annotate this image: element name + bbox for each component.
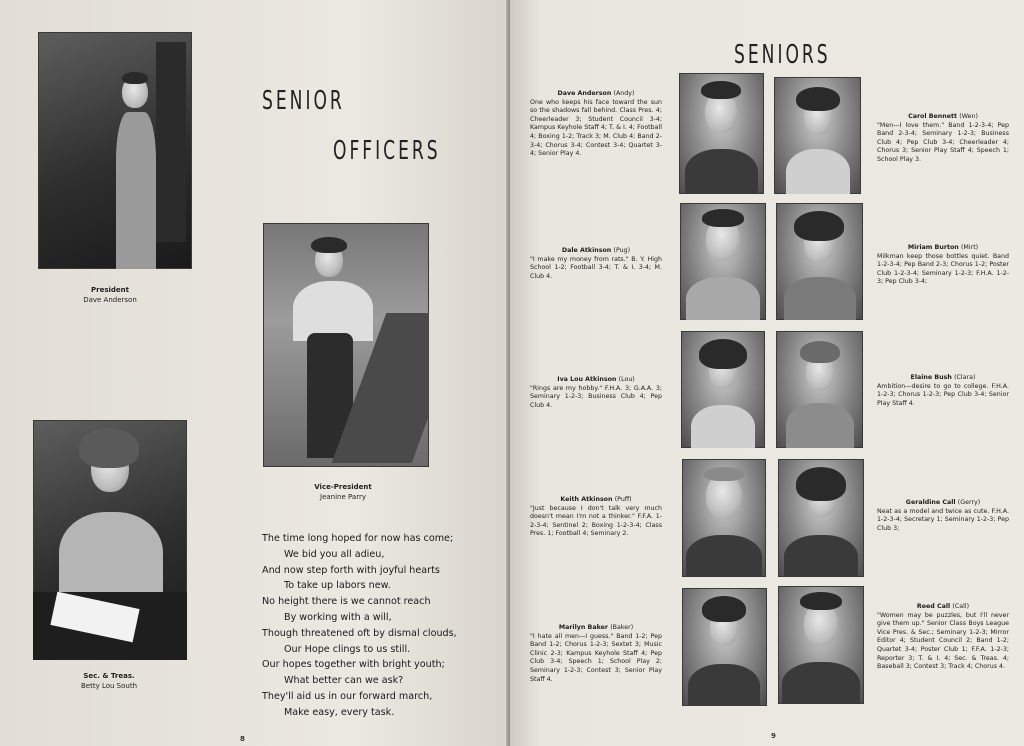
heading-senior: SENIOR xyxy=(262,86,345,116)
bio-name: Dale Atkinson xyxy=(561,247,612,254)
portrait-keith-atkinson xyxy=(682,459,766,577)
portrait-miriam-burton xyxy=(776,203,863,320)
bio-text: "Rings are my hobby." F.H.A. 3; G.A.A. 3; Seminary 1-2-3; Business Club 4; Pep Club 4. xyxy=(530,384,662,409)
bio-text: Neat as a model and twice as cute. F.H.A. 1-2-3-4; Secretary 1; Seminary 1-2-3; Pep Club 3; xyxy=(877,507,1009,532)
bio-nickname: (Mirt) xyxy=(960,244,979,251)
poem-line: Though threatened oft by dismal clouds, xyxy=(262,627,457,639)
bio-marilyn-baker xyxy=(530,624,662,684)
bio-name: Keith Atkinson xyxy=(560,496,613,503)
heading-officers: OFFICERS xyxy=(333,136,441,166)
bio-nickname: (Clara) xyxy=(954,374,976,381)
bio-text: "Women may be puzzles, but I'll never give them up." Senior Class Boys League Vice Pres. & Sec.; Seminary 1-2-3; Mirror Editor 4; Student Council 2; Band 1-2; Quartet 3-4; Poster Club 1; F.F.A. 1-2-3; Reporter 3; T. & I. 4; Sec. & Treas. 4; Baseball 3; Contest 3; Track 4; Chorus 4. xyxy=(877,611,1009,671)
bio-name: Dave Anderson xyxy=(557,90,612,97)
president-name: Dave Anderson xyxy=(83,296,137,304)
president-caption xyxy=(70,285,150,305)
portrait-dave-anderson xyxy=(679,73,764,194)
bio-name: Reed Call xyxy=(916,603,951,610)
bio-dave-anderson xyxy=(530,90,662,159)
bio-nickname: (Andy) xyxy=(613,90,635,97)
vice-president-photo xyxy=(263,223,429,467)
bio-name: Geraldine Call xyxy=(905,499,956,506)
bio-reed-call xyxy=(877,603,1009,672)
bio-text: One who keeps his face toward the sun so the shadows fall behind. Class Pres. 4; Cheerleader 3; Student Council 3-4; Kampus Keyhole Staff 4; T. & I. 4; Football 4; Boxing 1-2; Track 3; M. Club 4; Band 2-3-4; Chorus 3-4; Contest 3-4; Quartet 3-4; Senior Play 4. xyxy=(530,98,662,158)
bio-elaine-bush xyxy=(877,374,1009,408)
left-page xyxy=(0,0,510,746)
portrait-elaine-bush xyxy=(776,331,863,448)
bio-geraldine-call xyxy=(877,499,1009,533)
poem-line: No height there is we cannot reach xyxy=(262,596,431,608)
bio-carol-bennett xyxy=(877,113,1009,165)
poem-line: By working with a will, xyxy=(284,611,392,623)
poem-line: The time long hoped for now has come; xyxy=(262,533,454,544)
bio-miriam-burton xyxy=(877,244,1009,287)
secretary-photo xyxy=(33,420,187,660)
bio-text: "Just because I don't talk very much doesn't mean I'm not a thinker." F.F.A. 1-2-3-4; Sentinel 2; Boxing 1-2-3-4; Class Pres. 1; Football 4; Seminary 2. xyxy=(530,504,662,538)
bio-nickname: (Call) xyxy=(952,603,970,610)
bio-nickname: (Baker) xyxy=(610,624,634,631)
portrait-dale-atkinson xyxy=(680,203,766,320)
bio-iva-lou-atkinson xyxy=(530,376,662,410)
president-role: President xyxy=(91,286,129,294)
bio-text: Milkman keep those bottles quiet. Band 1-2-3-4; Pep Band 2-3; Chorus 1-2; Poster Club 1-2-3-4; Seminary 1-2-3; F.H.A. 1-2-3; Pep Club 3-4; xyxy=(877,252,1009,286)
poem-line: Make easy, every task. xyxy=(284,706,395,718)
poem-line: What better can we ask? xyxy=(284,675,404,687)
bio-nickname: (Pug) xyxy=(613,247,631,254)
bio-nickname: (Wen) xyxy=(959,113,978,120)
president-photo xyxy=(38,32,192,269)
vice-president-caption xyxy=(298,482,388,502)
bio-name: Elaine Bush xyxy=(910,374,952,381)
poem-line: And now step forth with joyful hearts xyxy=(262,564,440,576)
poem-line: Our Hope clings to us still. xyxy=(284,643,411,655)
poem-line: We bid you all adieu, xyxy=(284,548,385,560)
bio-name: Carol Bennett xyxy=(908,113,958,120)
bio-name: Iva Lou Atkinson xyxy=(557,376,617,383)
bio-nickname: (Lou) xyxy=(618,376,635,383)
vice-president-role: Vice-President xyxy=(314,483,372,491)
portrait-geraldine-call xyxy=(778,459,864,577)
portrait-iva-lou-atkinson xyxy=(681,331,765,448)
bio-text: "Men—I love them." Band 1-2-3-4; Pep Band 2-3-4; Seminary 1-2-3; Business Club 4; Pep Club 3-4; Cheerleader 4; Chorus 3; Senior Play Staff 4; Speech 1; School Play 3. xyxy=(877,121,1009,163)
bio-dale-atkinson xyxy=(530,247,662,281)
bio-text: Ambition—desire to go to college. F.H.A. 1-2-3; Chorus 1-2-3; Pep Club 3-4; Senior Play Staff 4. xyxy=(877,382,1009,407)
bio-text: "I hate all men—I guess." Band 1-2; Pep Band 1-2; Chorus 1-2-3; Sextet 3; Music Clinic 2-3; Kampus Keyhole Staff 4; Pep Club 3-4; Speech 1; School Play 2; Seminary 1-2-3; Contest 3; Senior Play Staff 4. xyxy=(530,632,662,683)
portrait-reed-call xyxy=(778,586,864,704)
page-number-right: 9 xyxy=(771,732,776,740)
poem-line: To take up labors new. xyxy=(284,580,391,592)
heading-seniors: SENIORS xyxy=(734,40,831,70)
bio-name: Marilyn Baker xyxy=(558,624,608,631)
portrait-marilyn-baker xyxy=(682,588,767,706)
bio-nickname: (Puff) xyxy=(614,496,632,503)
bio-text: "I make my money from rats." B. Y. High School 1-2; Football 3-4; T. & I. 3-4; M. Club 4. xyxy=(530,255,662,280)
bio-name: Miriam Burton xyxy=(907,244,959,251)
secretary-role: Sec. & Treas. xyxy=(83,672,135,680)
secretary-caption xyxy=(64,671,154,691)
vice-president-name: Jeanine Parry xyxy=(320,493,366,501)
bio-nickname: (Gerry) xyxy=(957,499,981,506)
bio-keith-atkinson xyxy=(530,496,662,539)
page-number-left: 8 xyxy=(240,735,245,743)
poem xyxy=(262,531,492,721)
poem-line: Our hopes together with bright youth; xyxy=(262,659,445,671)
poem-line: They'll aid us in our forward march, xyxy=(262,690,433,702)
secretary-name: Betty Lou South xyxy=(80,682,138,690)
portrait-carol-bennett xyxy=(774,77,861,194)
